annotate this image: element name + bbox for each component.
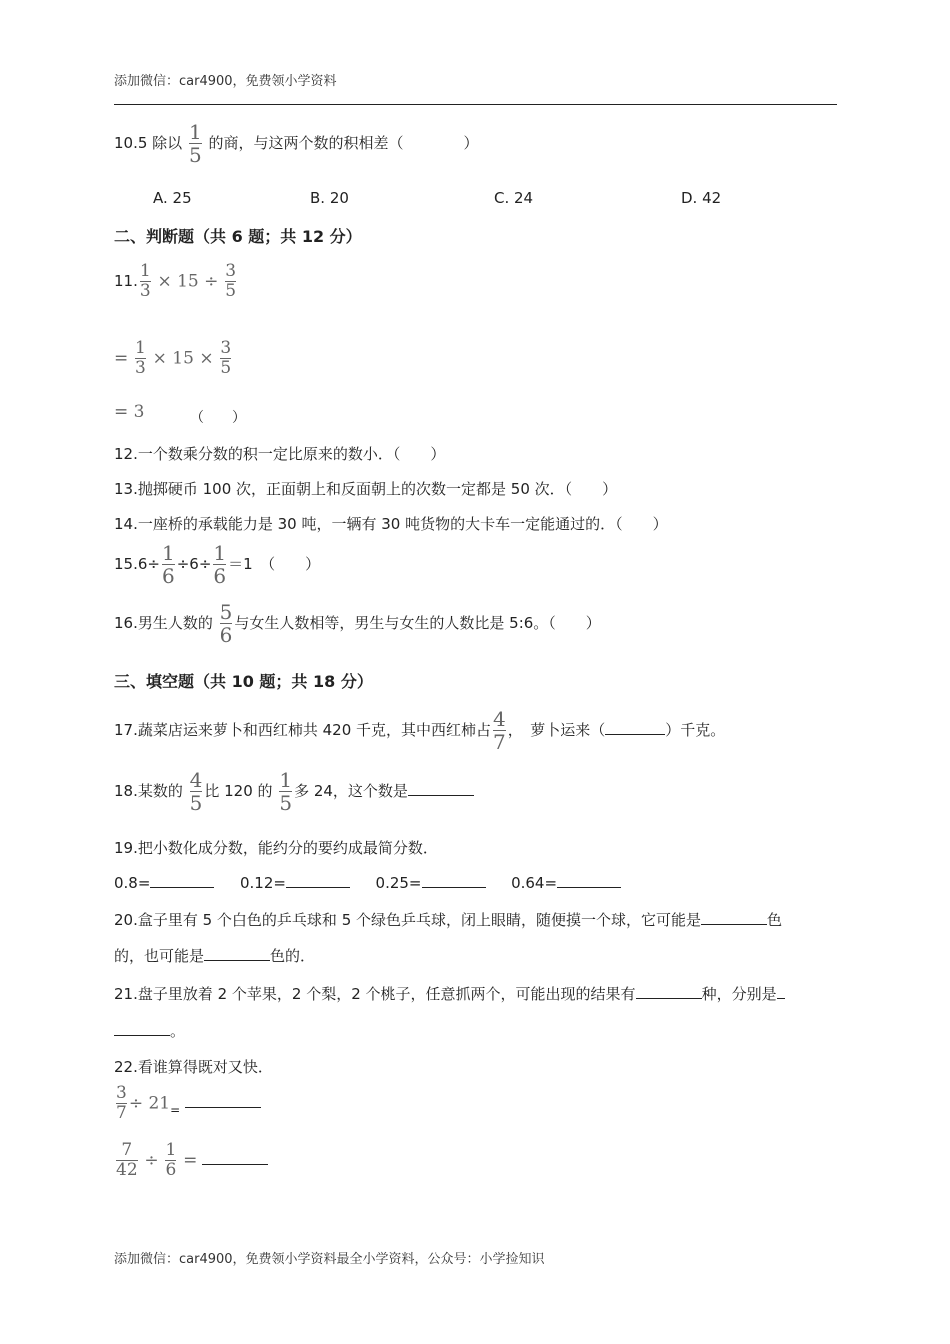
q10-option-d[interactable]: D. 42 (681, 189, 722, 207)
question-22: 22.看谁算得既对又快． (114, 1058, 273, 1076)
q11-l1-operator: × 15 ÷ (157, 271, 219, 292)
q17-answer-blank[interactable] (605, 720, 665, 735)
q10-option-c[interactable]: C. 24 (494, 189, 534, 207)
q22-e2-equals: = (183, 1150, 198, 1171)
q22-blank-2[interactable] (202, 1150, 268, 1165)
q20-blank-1[interactable] (701, 910, 767, 925)
q10-prefix: 10.5 除以 (114, 134, 183, 152)
question-11-line-3 (114, 402, 144, 422)
q11-label: 11. (114, 272, 138, 290)
q10-suffix: 的商，与这两个数的积相差（ ） (208, 134, 479, 152)
question-17 (114, 709, 725, 752)
question-10 (114, 122, 478, 165)
q16-prefix: 16.男生人数的 (114, 614, 213, 632)
question-11-line-2 (114, 340, 233, 377)
q22-e1-equals: = (170, 1103, 181, 1117)
q11-l1-frac-1: $\frac{1}{3}$ (139, 261, 151, 301)
q18-prefix: 18.某数的 (114, 782, 183, 800)
q22-e2-frac-1: $\frac{7}{42}$ (116, 1140, 138, 1180)
q18-suffix: 多 24，这个数是 (294, 782, 408, 800)
q22-expression-2 (114, 1142, 268, 1179)
q11-l3-result: = 3 (114, 402, 145, 422)
q19-items (114, 873, 621, 892)
question-21-line-2 (114, 1020, 185, 1041)
q17-mid: ， 萝卜运来（ (507, 721, 606, 739)
q19-item-4: 0.64= (511, 874, 558, 892)
q21-text: 21.盘子里放着 2 个苹果，2 个梨，2 个桃子，任意抓两个，可能出现的结果有 (114, 985, 636, 1003)
q19-blank-4[interactable] (557, 873, 621, 888)
q15-suffix: ＝1 （ ） (228, 555, 321, 573)
q22-e2-operator: ÷ (144, 1150, 159, 1171)
q15-mid: ÷6÷ (176, 555, 212, 573)
q19-blank-1[interactable] (150, 873, 214, 888)
q11-l1-frac-2: $\frac{3}{5}$ (225, 261, 237, 301)
q15-prefix: 15.6÷ (114, 555, 160, 573)
q19-blank-2[interactable] (286, 873, 350, 888)
q17-fraction: $\frac{4}{7}$ (493, 707, 506, 754)
question-12: 12.一个数乘分数的积一定比原来的数小．（ ） (114, 445, 446, 463)
q19-item-1: 0.8= (114, 874, 151, 892)
q21-blank-1[interactable] (636, 984, 702, 999)
q21-blank-2b[interactable] (114, 1021, 170, 1036)
q16-fraction: $\frac{5}{6}$ (219, 600, 233, 647)
q20-line2-b: 色的． (270, 947, 316, 965)
question-15 (114, 543, 320, 586)
question-19: 19.把小数化成分数，能约分的要约成最简分数． (114, 839, 438, 857)
q17-suffix: ）千克。 (665, 721, 726, 739)
question-11-line-1 (114, 263, 238, 300)
q19-item-3: 0.25= (375, 874, 422, 892)
q19-blank-3[interactable] (422, 873, 486, 888)
q17-prefix: 17.蔬菜店运来萝卜和西红柿共 420 千克，其中西红柿占 (114, 721, 492, 739)
page-footer: 添加微信：car4900，免费领小学资料最全小学资料，公众号：小学捡知识 (114, 1252, 545, 1267)
q21-end: 。 (170, 1022, 186, 1040)
q11-answer-paren[interactable]: （ ） (190, 410, 246, 426)
question-13: 13.抛掷硬币 100 次，正面朝上和反面朝上的次数一定都是 50 次．（ ） (114, 480, 618, 498)
q16-suffix: 与女生人数相等，男生与女生的人数比是 5:6。（ ） (234, 614, 601, 632)
q10-option-b[interactable]: B. 20 (310, 189, 349, 207)
q11-l2-equals: = (114, 348, 129, 369)
q18-frac-2: $\frac{1}{5}$ (279, 768, 293, 815)
question-18 (114, 770, 474, 813)
q21-blank-2a[interactable] (777, 984, 785, 999)
header-divider (114, 104, 837, 105)
q20-line1-end: 色 (767, 911, 783, 929)
section-3-title: 三、填空题（共 10 题；共 18 分） (114, 672, 373, 691)
q20-line2-a: 的，也可能是 (114, 947, 205, 965)
q18-answer-blank[interactable] (408, 781, 474, 796)
q15-frac-1: $\frac{1}{6}$ (161, 541, 175, 588)
q10-fraction (189, 122, 202, 165)
q15-frac-2: $\frac{1}{6}$ (213, 541, 227, 588)
question-14: 14.一座桥的承载能力是 30 吨，一辆有 30 吨货物的大卡车一定能通过的．（ ） (114, 515, 668, 533)
q20-text: 20.盒子里有 5 个白色的乒乓球和 5 个绿色乒乓球，闭上眼睛，随便摸一个球，它可能是 (114, 911, 702, 929)
q21-mid: 种，分别是 (701, 985, 777, 1003)
q22-expression-1 (114, 1085, 261, 1122)
q11-l2-frac-1: $\frac{1}{3}$ (135, 338, 146, 378)
q10-frac-numerator: 1 (188, 120, 202, 144)
q22-e1-fraction: $\frac{3}{7}$ (116, 1083, 127, 1123)
q10-option-a[interactable]: A. 25 (153, 189, 192, 207)
section-2-title: 二、判断题（共 6 题；共 12 分） (114, 227, 362, 246)
q11-l2-frac-2: $\frac{3}{5}$ (220, 338, 232, 378)
q19-item-2: 0.12= (240, 874, 286, 892)
q18-frac-1: $\frac{4}{5}$ (189, 768, 203, 815)
q22-blank-1[interactable] (185, 1093, 261, 1108)
question-16 (114, 602, 601, 645)
q22-e1-operator: ÷ 21 (128, 1093, 171, 1114)
q10-frac-denominator: 5 (188, 143, 202, 167)
q22-e2-frac-2: $\frac{1}{6}$ (165, 1140, 177, 1180)
page-header: 添加微信：car4900，免费领小学资料 (114, 74, 337, 89)
q11-l2-operator: × 15 × (152, 348, 214, 369)
q18-mid: 比 120 的 (204, 782, 273, 800)
question-20-line-1 (114, 909, 782, 930)
question-20-line-2 (114, 945, 315, 966)
question-21-line-1 (114, 983, 785, 1004)
q20-blank-2[interactable] (204, 946, 270, 961)
